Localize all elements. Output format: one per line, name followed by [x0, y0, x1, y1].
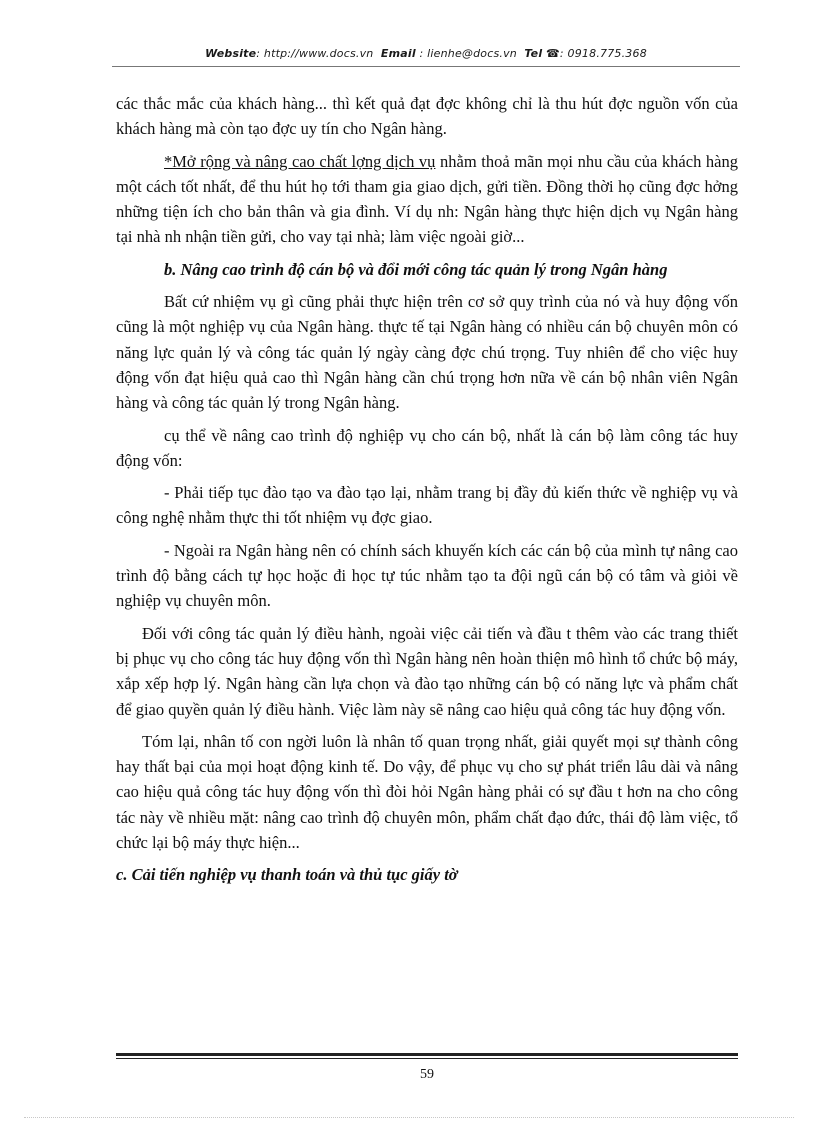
tel-value: : 0918.775.368 — [559, 47, 647, 60]
paragraph-6: - Ngoài ra Ngân hàng nên có chính sách khuyến kích các cán bộ của mình tự nâng cao trình độ bằng cách tự học hoặc đi học tự túc nhằm tạo ta đội ngũ cán bộ có tâm và giỏi về nghiệp vụ chuyên môn. — [116, 540, 738, 611]
page-edge-dotted-line — [24, 1117, 794, 1118]
paragraph-3: Bất cứ nhiệm vụ gì cũng phải thực hiện trên cơ sở quy trình của nó và huy động vốn cũng là một nghiệp vụ của Ngân hàng. thực tế tại Ngân hàng có nhiều cán bộ chuyên môn có năng lực quản lý và công tác quản lý ngày càng đợc chú trọng. Tuy nhiên để cho việc huy động vốn đạt hiệu quả cao thì Ngân hàng cần chú trọng hơn nữa về cán bộ nhân viên Ngân hàng và công tác quản lý trong Ngân hàng. — [116, 292, 738, 413]
paragraph-4: cụ thể về nâng cao trình độ nghiệp vụ cho cán bộ, nhất là cán bộ làm công tác huy động vốn: — [116, 425, 738, 470]
page-number: 59 — [420, 1067, 434, 1082]
footer-divider-thick — [116, 1053, 738, 1056]
website-label: Website — [205, 47, 257, 60]
paragraph-1: các thắc mắc của khách hàng... thì kết quả đạt đợc không chỉ là thu hút đợc nguồn vốn của khách hàng mà còn tạo đợc uy tín cho Ngân hàng. — [116, 94, 738, 139]
page-header — [112, 47, 740, 60]
underlined-phrase: *Mở rộng và nâng cao chất lợng dịch vụ — [164, 151, 436, 171]
paragraph-7: Đối với công tác quản lý điều hành, ngoài việc cải tiến và đầu t thêm vào các trang thiết bị phục vụ cho công tác huy động vốn thì Ngân hàng nên hoàn thiện mô hình tổ chức bộ máy, xắp xếp hợp lý. Ngân hàng cần lựa chọn và đào tạo những cán bộ có năng lực và phẩm chất để giao quyền quản lý điều hành. Việc làm này sẽ nâng cao hiệu quả công tác huy động vốn. — [116, 623, 738, 719]
paragraph-5: - Phải tiếp tục đào tạo va đào tạo lại, nhằm trang bị đầy đủ kiến thức về nghiệp vụ và công nghệ nhằm thực thi tốt nhiệm vụ đợc giao. — [116, 483, 738, 528]
email-value: : lienhe@docs.vn — [419, 47, 517, 60]
email-label: Email — [380, 47, 416, 60]
paragraph-2 — [116, 149, 738, 250]
paragraph-8: Tóm lại, nhân tố con ngời luôn là nhân tố quan trọng nhất, giải quyết mọi sự thành công hay thất bại của mọi hoạt động kinh tế. Do vậy, để phục vụ cho sự phát triển lâu dài và nâng cao hiệu quả công tác huy động vốn thì đòi hỏi Ngân hàng phải có sự đầu t hơn na cho công tác này về nhiều mặt: nâng cao trình độ chuyên môn, phẩm chất đạo đức, thái độ làm việc, tổ chức lại bộ máy thực hiện... — [116, 731, 738, 853]
phone-icon: ☎ — [546, 47, 560, 60]
website-value: : http://www.docs.vn — [256, 47, 374, 60]
tel-label: Tel — [524, 47, 543, 60]
body-text — [116, 91, 738, 895]
section-heading-c: c. Cải tiến nghiệp vụ thanh toán và thủ tục giấy tờ — [116, 865, 458, 885]
footer-divider-thin — [116, 1058, 738, 1059]
header-divider — [112, 66, 740, 67]
paragraph-2-rest: nhằm thoả mãn mọi nhu cầu của khách hàng một cách tốt nhất, để thu hút họ tới tham gia giao dịch, gửi tiền. Đồng thời họ cũng đợc hởng những tiện ích cho bản thân và gia đình. Ví dụ nh: Ngân hàng thực hiện dịch vụ Ngân hàng tại nhà nh nhận tiền gửi, cho vay tại nhà; làm việc ngoài giờ... — [116, 151, 738, 247]
section-heading-b: b. Nâng cao trình độ cán bộ và đổi mới công tác quản lý trong Ngân hàng — [164, 259, 668, 279]
